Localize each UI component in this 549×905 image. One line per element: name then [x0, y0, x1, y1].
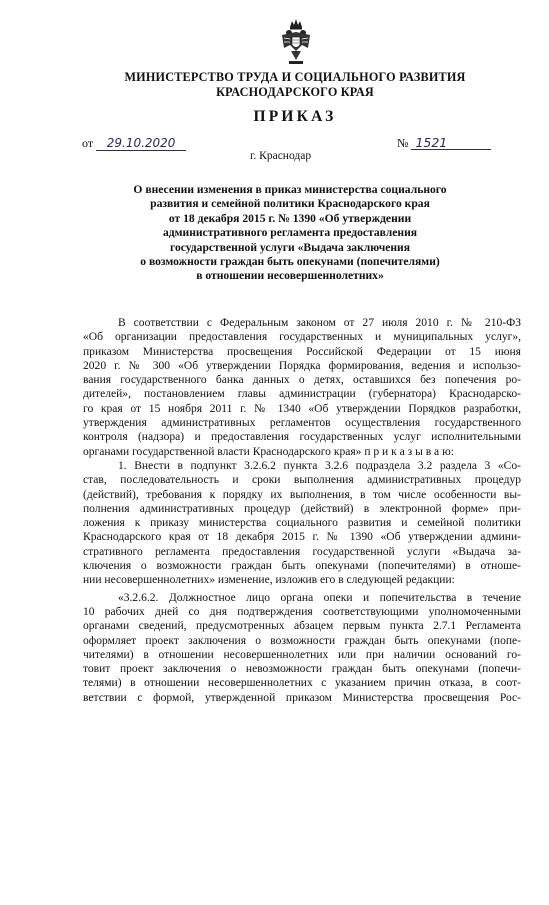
ministry-name-line1: МИНИСТЕРСТВО ТРУДА И СОЦИАЛЬНОГО РАЗВИТИЯ	[124, 70, 466, 84]
subject-line: развития и семейной политики Краснодарского края	[150, 197, 430, 211]
document-title: ПРИКАЗ	[253, 108, 337, 125]
city-name: г. Краснодар	[250, 150, 312, 162]
body-line: стративного регламента предоставления государственной услуги «Выдача за-	[83, 545, 521, 558]
body-line: 10 рабочих дней со дня подтверждения соответствующими уполномоченными	[83, 605, 521, 618]
subject-line: административного регламента предоставления	[162, 226, 418, 240]
body-line: органами государственной власти Краснодарского края» п р и к а з ы в а ю:	[83, 445, 454, 458]
number-value: 1521	[411, 136, 491, 150]
body-line: утверждения административных регламентов осуществления государственного	[83, 417, 521, 430]
body-line: полнения административных процедур (действий) в электронной форме» при-	[83, 502, 521, 515]
order-body	[83, 316, 521, 705]
number-prefix: №	[397, 136, 409, 150]
subject-line: О внесении изменения в приказ министерства социального	[133, 183, 447, 196]
order-number	[397, 136, 491, 151]
body-line: товит проект заключения о невозможности граждан быть опекунами (попечи-	[83, 663, 521, 676]
body-line: вания государственного банка данных о детях, оставшихся без попечения ро-	[83, 374, 521, 387]
body-line: органами сведений, предусмотренных абзацем первым пункта 2.7.1 Регламента	[83, 620, 521, 633]
body-line: контроля (надзора) и предоставления государственных услуг исполнительными	[83, 431, 521, 444]
body-line: ветствии с формой, утвержденной приказом Министерства просвещения Рос-	[83, 691, 521, 704]
body-line: чителями) в отношении несовершеннолетних или при наличии оснований го-	[83, 648, 521, 661]
subject-line: о возможности граждан быть опекунами (попечителями)	[140, 255, 440, 269]
body-line: 1. Внести в подпункт 3.2.6.2 пункта 3.2.6 подраздела 3.2 раздела 3 «Со-	[118, 459, 521, 472]
coat-of-arms-icon	[281, 18, 311, 66]
body-line: телями) в отношении несовершеннолетних с указанием причин отказа, в соот-	[83, 677, 521, 690]
subject-line: в отношении несовершеннолетних»	[196, 269, 384, 283]
body-line: Краснодарского края от 18 декабря 2015 г. № 1390 «Об утверждении админи-	[83, 531, 521, 544]
date-prefix: от	[82, 136, 94, 150]
body-line: 2020 г. № 300 «Об утверждении Порядка формирования, ведения и использо-	[83, 359, 521, 372]
order-subject	[80, 183, 500, 284]
body-line: «3.2.6.2. Должностное лицо органа опеки и попечительства в течение	[118, 591, 521, 604]
body-line: В соответствии с Федеральным законом от 27 июля 2010 г. № 210-ФЗ	[118, 317, 521, 329]
body-line: ложения к приказу министерства социального развития и семейной политики	[83, 517, 521, 530]
body-line: нии несовершеннолетних» изменение, изложив его в следующей редакции:	[83, 574, 455, 587]
body-line: го края от 15 ноября 2011 г. № 1340 «Об утверждении Порядков разработки,	[83, 402, 521, 415]
date-value: 29.10.2020	[96, 137, 186, 151]
body-line: оформляет проект заключения о возможности граждан быть опекунами (попе-	[83, 634, 521, 647]
body-line: став, последовательность и сроки выполнения административных процедур	[83, 474, 521, 487]
ministry-name-line2: КРАСНОДАРСКОГО КРАЯ	[216, 85, 374, 99]
order-date	[82, 136, 186, 151]
body-line: ключения о возможности граждан быть опекунами (попечителями) в отноше-	[83, 560, 521, 573]
subject-line: от 18 декабря 2015 г. № 1390 «Об утверждении	[168, 211, 412, 225]
body-line: дителей», постановлением главы администрации (губернатора) Краснодарско-	[83, 388, 521, 401]
subject-line: государственной услуги «Выдача заключения	[169, 240, 411, 254]
body-line: «Об организации предоставления государственных и муниципальных услуг»,	[83, 331, 521, 344]
body-line: (действий), требования к порядку их выполнения, в том числе особенности вы-	[83, 488, 521, 501]
body-line: приказом Министерства просвещения Российской Федерации от 15 июня	[83, 345, 521, 358]
